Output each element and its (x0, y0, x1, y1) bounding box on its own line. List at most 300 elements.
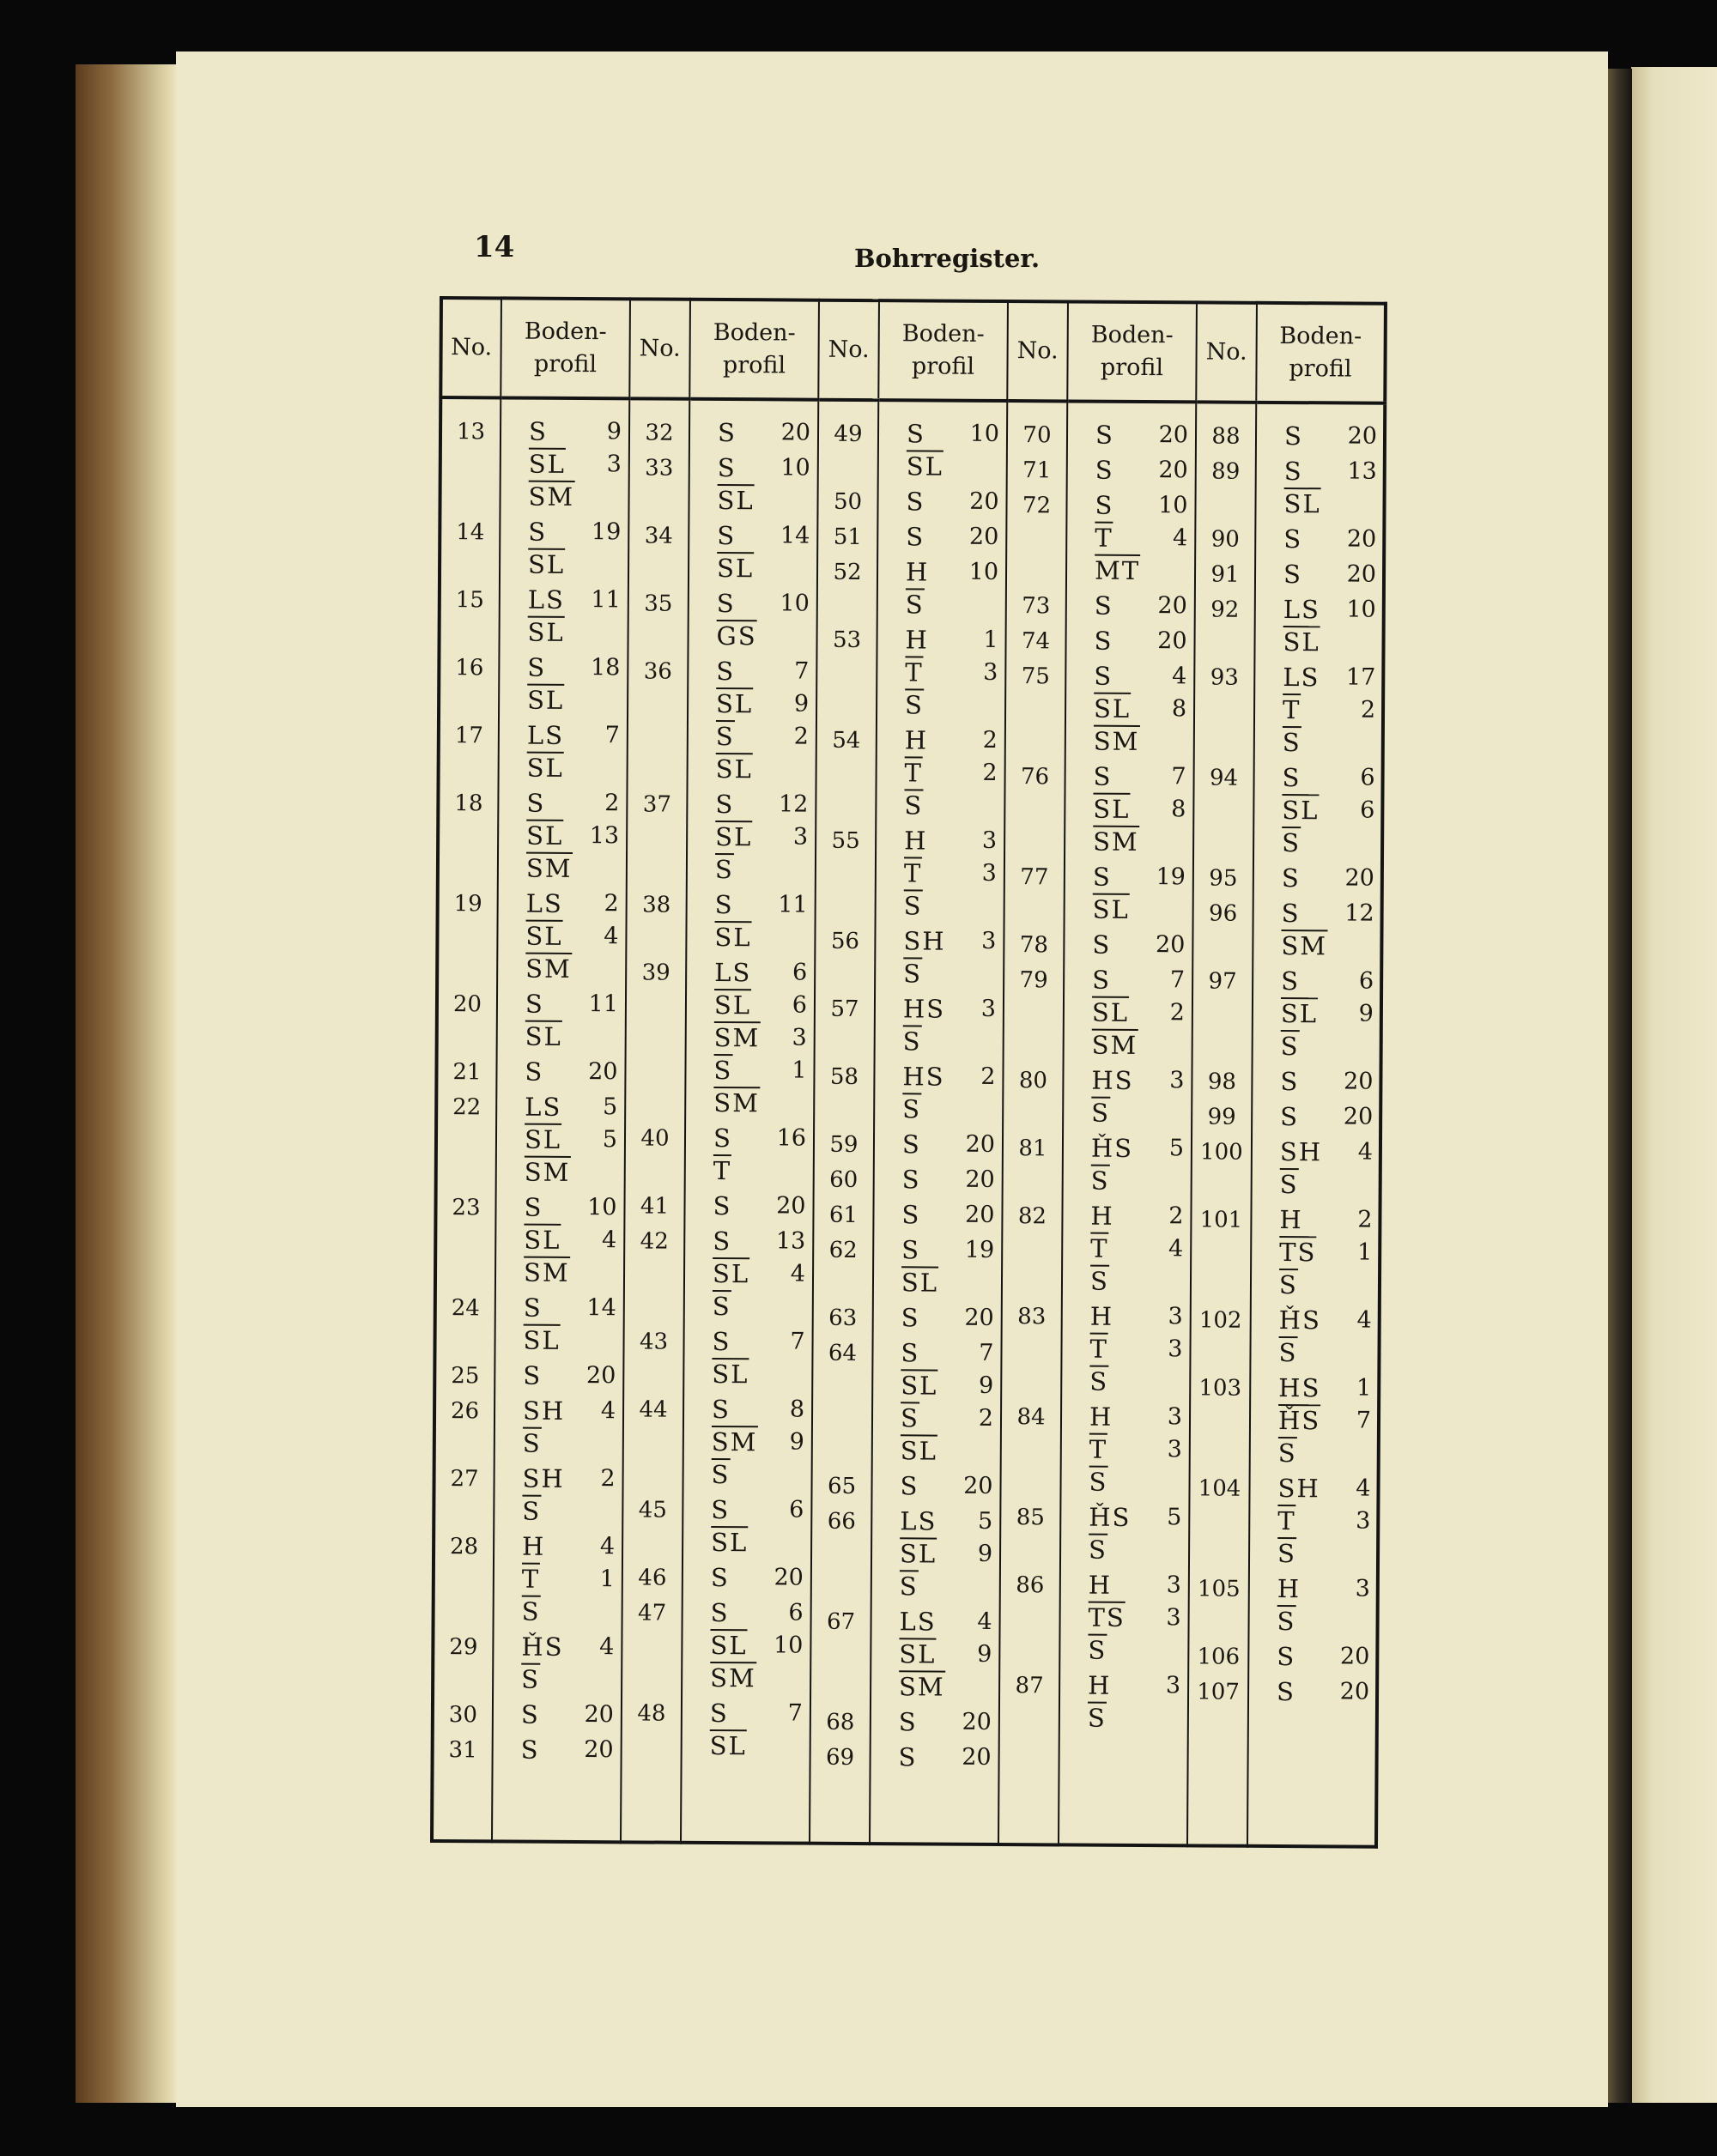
soil-layer (900, 1469, 992, 1503)
soil-code: S (902, 1027, 922, 1057)
soil-code: S (522, 1496, 542, 1526)
soil-profile (900, 1469, 994, 1505)
soil-code: SM (1091, 1030, 1138, 1060)
soil-code: S (1281, 966, 1301, 996)
bore-number: 56 (830, 928, 860, 955)
layer-thickness: 2 (600, 1465, 616, 1493)
soil-code: S (710, 1562, 730, 1593)
soil-layer (523, 1395, 616, 1428)
soil-code: S (1277, 1641, 1296, 1672)
soil-profile (1092, 929, 1186, 965)
layer-thickness: 11 (591, 586, 621, 614)
soil-profile (716, 655, 811, 789)
soil-layer (525, 1020, 618, 1054)
soil-code: S (715, 721, 735, 752)
soil-layer (902, 1128, 995, 1161)
soil-layer (1089, 1569, 1181, 1602)
soil-code: S (1092, 862, 1112, 892)
soil-layer (711, 1561, 804, 1595)
soil-code: SL (709, 1730, 747, 1761)
layer-thickness: 19 (1156, 863, 1186, 891)
soil-profile (713, 1190, 807, 1226)
soil-layer (524, 1257, 616, 1290)
soil-code: SL (899, 1639, 937, 1669)
bore-number: 36 (643, 658, 672, 685)
layer-thickness: 3 (1168, 1303, 1183, 1330)
bore-number: 69 (825, 1744, 855, 1771)
soil-layer (906, 485, 998, 518)
soil-layer (1093, 793, 1186, 827)
soil-code: S (1278, 1269, 1298, 1300)
layer-thickness: 20 (963, 1472, 993, 1499)
layer-thickness: 6 (1360, 764, 1375, 791)
soil-code: SL (524, 1225, 561, 1255)
number-column (621, 398, 689, 1842)
layer-thickness: 17 (1345, 663, 1376, 691)
layer-thickness: 10 (1158, 492, 1188, 519)
soil-layer (1282, 794, 1374, 827)
soil-code: S (1281, 863, 1301, 893)
bore-number: 71 (1022, 457, 1052, 484)
soil-profile (711, 1393, 806, 1494)
bore-number: 89 (1211, 458, 1241, 485)
soil-code: SM (713, 1087, 760, 1118)
soil-layer (525, 1056, 617, 1089)
soil-profile (1282, 761, 1376, 863)
layer-thickness: 20 (776, 1192, 806, 1220)
bore-number: 55 (831, 827, 860, 855)
profile-column (1059, 401, 1196, 1845)
soil-code: SL (525, 1021, 562, 1051)
soil-code: SL (716, 553, 755, 584)
soil-code: SL (714, 922, 752, 953)
bore-number: 22 (452, 1094, 482, 1121)
soil-layer (901, 1336, 993, 1370)
layer-thickness: 20 (962, 1743, 992, 1771)
bore-number: 53 (832, 627, 862, 654)
soil-layer (1092, 964, 1185, 997)
header-bodenprofil (1067, 301, 1197, 402)
soil-code: S (1278, 1337, 1298, 1368)
soil-layer (1094, 693, 1186, 726)
soil-code: S (1095, 455, 1114, 485)
layer-thickness: 20 (965, 1201, 995, 1228)
soil-layer (524, 1191, 616, 1225)
soil-code: LS (525, 1092, 562, 1122)
soil-layer (899, 1705, 992, 1739)
soil-code: HS (1278, 1372, 1321, 1403)
soil-layer (713, 1257, 805, 1291)
layer-thickness: 4 (1356, 1475, 1371, 1502)
soil-layer (1277, 1605, 1369, 1638)
bore-number: 59 (829, 1131, 858, 1158)
soil-layer (1089, 1401, 1182, 1434)
soil-profile (524, 1191, 619, 1293)
soil-profile (528, 415, 623, 517)
soil-layer (901, 1434, 993, 1468)
soil-profile (716, 587, 810, 656)
soil-layer (1283, 488, 1376, 521)
bore-number: 105 (1197, 1576, 1241, 1602)
soil-profile (906, 555, 1000, 624)
layer-thickness: 20 (1339, 1678, 1370, 1705)
layer-thickness: 3 (981, 859, 997, 887)
bore-number: 73 (1022, 593, 1051, 620)
bore-number: 48 (637, 1700, 666, 1727)
soil-layer (716, 620, 809, 653)
soil-layer (527, 651, 620, 685)
soil-profile (1277, 1472, 1372, 1573)
soil-layer (1095, 454, 1188, 488)
soil-layer (713, 1190, 805, 1223)
bore-number: 51 (833, 524, 862, 551)
layer-thickness: 4 (1168, 1235, 1184, 1263)
soil-code: S (1283, 560, 1303, 590)
profile-column (681, 399, 818, 1844)
bore-number: 74 (1021, 628, 1051, 655)
soil-profile (1089, 1501, 1183, 1570)
layer-thickness: 3 (1169, 1067, 1185, 1094)
soil-profile (1093, 861, 1187, 930)
layer-thickness: 13 (775, 1227, 806, 1255)
layer-thickness: 8 (789, 1396, 805, 1423)
soil-code: SM (528, 481, 575, 512)
soil-layer (903, 957, 996, 990)
soil-code: S (903, 891, 923, 921)
soil-layer (716, 753, 809, 786)
layer-thickness: 11 (588, 990, 619, 1018)
soil-code: S (1280, 1032, 1300, 1062)
soil-code: S (1090, 1166, 1110, 1196)
soil-profile (1090, 1200, 1186, 1301)
soil-code: S (1277, 1606, 1296, 1637)
soil-code: SL (526, 753, 564, 783)
soil-code: S (901, 1303, 920, 1333)
soil-profile (906, 520, 1000, 556)
soil-code: SL (901, 1371, 938, 1401)
soil-code: S (1091, 1098, 1111, 1128)
soil-layer (525, 988, 618, 1021)
soil-code: S (1094, 661, 1113, 691)
soil-layer (527, 684, 620, 718)
soil-layer (905, 724, 998, 757)
bore-number: 68 (826, 1709, 855, 1735)
soil-profile (1095, 454, 1190, 490)
layer-thickness: 20 (965, 1130, 996, 1158)
layer-thickness: 10 (968, 558, 999, 585)
soil-code: LS (900, 1506, 937, 1536)
soil-code: S (717, 452, 737, 483)
soil-code: SL (711, 1527, 749, 1558)
soil-layer (1284, 420, 1377, 453)
layer-thickness: 3 (1167, 1403, 1183, 1431)
bore-number: 49 (834, 421, 863, 448)
soil-code: T (1089, 1334, 1108, 1364)
soil-layer (1282, 761, 1374, 795)
soil-layer (710, 1662, 803, 1695)
soil-layer (1277, 1537, 1370, 1571)
soil-layer (522, 1563, 615, 1596)
soil-profile (713, 1122, 808, 1190)
soil-code: H (1090, 1201, 1114, 1231)
soil-code: S (1279, 1169, 1299, 1200)
soil-layer (1283, 558, 1376, 591)
soil-code: ȞS (1089, 1502, 1132, 1532)
soil-code: S (1282, 828, 1301, 858)
soil-layer (1089, 1433, 1182, 1467)
soil-layer (1278, 1404, 1371, 1438)
soil-profile (527, 719, 622, 788)
soil-profile (1279, 1203, 1374, 1305)
number-column (998, 401, 1067, 1844)
layer-thickness: 7 (1171, 763, 1186, 790)
soil-profile (1282, 862, 1375, 898)
layer-thickness: 20 (1155, 931, 1186, 959)
soil-code: S (1276, 1676, 1296, 1707)
layer-thickness: 3 (981, 927, 997, 954)
soil-code: S (716, 588, 736, 619)
soil-layer (1088, 1634, 1180, 1668)
soil-code: S (1281, 899, 1301, 929)
layer-thickness: 2 (793, 723, 809, 750)
soil-code: HS (902, 1062, 945, 1092)
layer-thickness: 20 (1346, 560, 1377, 588)
soil-code: S (901, 1200, 921, 1230)
soil-layer (1277, 1675, 1369, 1709)
layer-thickness: 20 (1158, 457, 1188, 484)
soil-layer (906, 520, 998, 554)
soil-code: S (1093, 761, 1113, 791)
soil-code: SL (524, 1124, 562, 1154)
layer-thickness: 16 (776, 1124, 807, 1152)
soil-code: SM (523, 1257, 570, 1287)
soil-layer (716, 687, 809, 721)
soil-layer (1277, 1572, 1370, 1606)
soil-code: S (528, 517, 548, 547)
bore-number: 27 (450, 1466, 479, 1493)
layer-thickness: 9 (793, 690, 810, 718)
bore-number: 98 (1207, 1069, 1237, 1095)
soil-layer (1089, 1366, 1182, 1399)
layer-thickness: 3 (983, 658, 998, 686)
soil-code: LS (527, 584, 566, 615)
bore-number: 47 (637, 1600, 667, 1626)
soil-layer (716, 720, 809, 754)
soil-code: MT (1094, 555, 1141, 585)
soil-layer (717, 519, 810, 553)
bore-number: 106 (1197, 1644, 1241, 1670)
soil-layer (521, 1734, 614, 1767)
layer-thickness: 20 (585, 1362, 616, 1390)
soil-code: S (709, 1698, 729, 1729)
soil-layer (900, 1570, 992, 1603)
layer-thickness: 9 (977, 1640, 992, 1668)
soil-layer (1093, 861, 1186, 894)
soil-profile (1089, 1401, 1184, 1502)
soil-code: S (523, 1360, 543, 1390)
bore-number: 23 (452, 1195, 481, 1221)
soil-code: LS (1283, 663, 1320, 693)
soil-layer (1283, 661, 1375, 694)
bore-number: 43 (639, 1329, 669, 1355)
bore-number: 26 (450, 1398, 480, 1425)
soil-code: T (1090, 1233, 1109, 1263)
soil-layer (1094, 625, 1186, 658)
facing-page (1631, 67, 1717, 2103)
bore-number: 97 (1208, 968, 1237, 995)
soil-code: SL (527, 685, 565, 715)
soil-profile (1283, 523, 1377, 559)
soil-layer (710, 1629, 803, 1662)
soil-code: SL (528, 449, 567, 479)
soil-layer (717, 484, 810, 518)
soil-layer (523, 1360, 616, 1393)
soil-profile (1277, 1572, 1370, 1641)
bore-number: 21 (452, 1059, 482, 1086)
soil-code: S (906, 522, 925, 552)
soil-layer (905, 656, 998, 689)
soil-code: S (521, 1664, 541, 1694)
soil-profile (899, 1605, 994, 1706)
soil-layer (523, 1427, 616, 1461)
bore-number: 24 (451, 1295, 480, 1322)
layer-thickness: 3 (1166, 1572, 1181, 1599)
soil-layer (714, 921, 807, 954)
layer-thickness: 1 (792, 1057, 807, 1084)
soil-layer (526, 852, 619, 886)
layer-thickness: 20 (1347, 422, 1378, 450)
soil-code: S (899, 1572, 919, 1602)
layer-thickness: 10 (587, 1194, 617, 1221)
bore-number: 81 (1018, 1136, 1047, 1162)
soil-layer (711, 1526, 804, 1559)
soil-profile (904, 724, 999, 825)
layer-thickness: 3 (792, 1024, 807, 1051)
bore-number: 34 (644, 523, 673, 549)
soil-code: S (901, 1338, 920, 1368)
table-header-row (440, 298, 1386, 403)
bore-number: 100 (1200, 1139, 1243, 1166)
soil-code: SL (1093, 794, 1131, 824)
layer-thickness: 4 (1356, 1306, 1372, 1334)
soil-profile (710, 1697, 804, 1765)
soil-layer (900, 1537, 992, 1571)
soil-code: S (717, 417, 737, 448)
soil-profile (900, 1505, 995, 1606)
soil-code: S (901, 1165, 921, 1195)
header-no: No. (818, 300, 879, 400)
soil-layer (901, 1402, 993, 1435)
soil-profile (715, 788, 810, 889)
soil-profile (904, 824, 999, 925)
bore-number: 15 (455, 587, 484, 614)
bore-number: 38 (642, 892, 671, 918)
soil-profile (1095, 590, 1189, 626)
soil-layer (710, 1697, 803, 1730)
soil-layer (1091, 1064, 1184, 1098)
soil-layer (713, 1054, 806, 1087)
soil-profile (1283, 558, 1377, 594)
soil-code: H (904, 725, 929, 755)
soil-code: S (900, 1471, 919, 1501)
soil-layer (529, 448, 622, 481)
bore-number: 102 (1198, 1307, 1242, 1334)
soil-code: S (1094, 626, 1113, 656)
soil-code: S (906, 487, 925, 517)
soil-layer (1095, 590, 1187, 623)
soil-code: GS (716, 621, 757, 651)
soil-layer (522, 1530, 615, 1564)
layer-thickness: 20 (584, 1736, 614, 1764)
soil-layer (528, 516, 621, 549)
soil-profile (1277, 1675, 1370, 1711)
bore-number: 82 (1017, 1203, 1047, 1230)
soil-layer (1278, 1437, 1371, 1470)
soil-layer (902, 1163, 995, 1196)
layer-thickness: 20 (965, 1166, 995, 1193)
soil-layer (717, 552, 810, 585)
soil-layer (715, 788, 808, 821)
soil-layer (1281, 997, 1374, 1031)
layer-thickness: 4 (600, 1397, 616, 1425)
soil-profile (1091, 1064, 1186, 1133)
header-profile-line2: profil (533, 350, 598, 379)
soil-layer (522, 1463, 615, 1496)
soil-layer (1093, 893, 1186, 927)
layer-thickness: 20 (774, 1564, 804, 1591)
soil-profile (714, 888, 809, 957)
soil-code: SM (711, 1426, 758, 1457)
soil-layer (905, 688, 998, 722)
soil-layer (1279, 1203, 1372, 1237)
soil-layer (713, 1087, 806, 1120)
soil-layer (528, 584, 621, 617)
soil-layer (1091, 1165, 1184, 1198)
layer-thickness: 5 (1168, 1135, 1185, 1162)
soil-profile (521, 1631, 616, 1699)
soil-profile (1280, 1136, 1374, 1204)
soil-code: S (714, 889, 734, 920)
soil-code: SL (525, 921, 563, 951)
soil-code: LS (526, 720, 565, 750)
soil-code: S (716, 656, 736, 687)
soil-code: SM (525, 954, 572, 984)
layer-thickness: 7 (787, 1699, 804, 1727)
soil-code: SL (1093, 693, 1132, 724)
layer-thickness: 7 (1169, 966, 1186, 994)
soil-code: S (901, 1235, 921, 1265)
layer-thickness: 2 (1360, 696, 1376, 724)
soil-layer (522, 1596, 615, 1629)
soil-profile (1277, 1640, 1370, 1676)
bore-number: 85 (1016, 1505, 1045, 1531)
number-column (432, 397, 501, 1841)
soil-code: S (522, 1428, 542, 1458)
layer-thickness: 20 (1343, 1068, 1374, 1095)
layer-thickness: 20 (1157, 627, 1187, 655)
header-no: No. (440, 298, 501, 397)
soil-code: S (1088, 1635, 1107, 1665)
header-no: No. (629, 299, 690, 398)
layer-thickness: 4 (1172, 663, 1187, 690)
layer-thickness: 8 (1171, 695, 1187, 723)
bore-number: 29 (449, 1634, 478, 1661)
soil-profile (1094, 625, 1188, 661)
soil-layer (901, 1301, 994, 1335)
soil-profile (1281, 965, 1375, 1066)
soil-layer (521, 1631, 614, 1664)
bore-number: 77 (1020, 864, 1049, 891)
